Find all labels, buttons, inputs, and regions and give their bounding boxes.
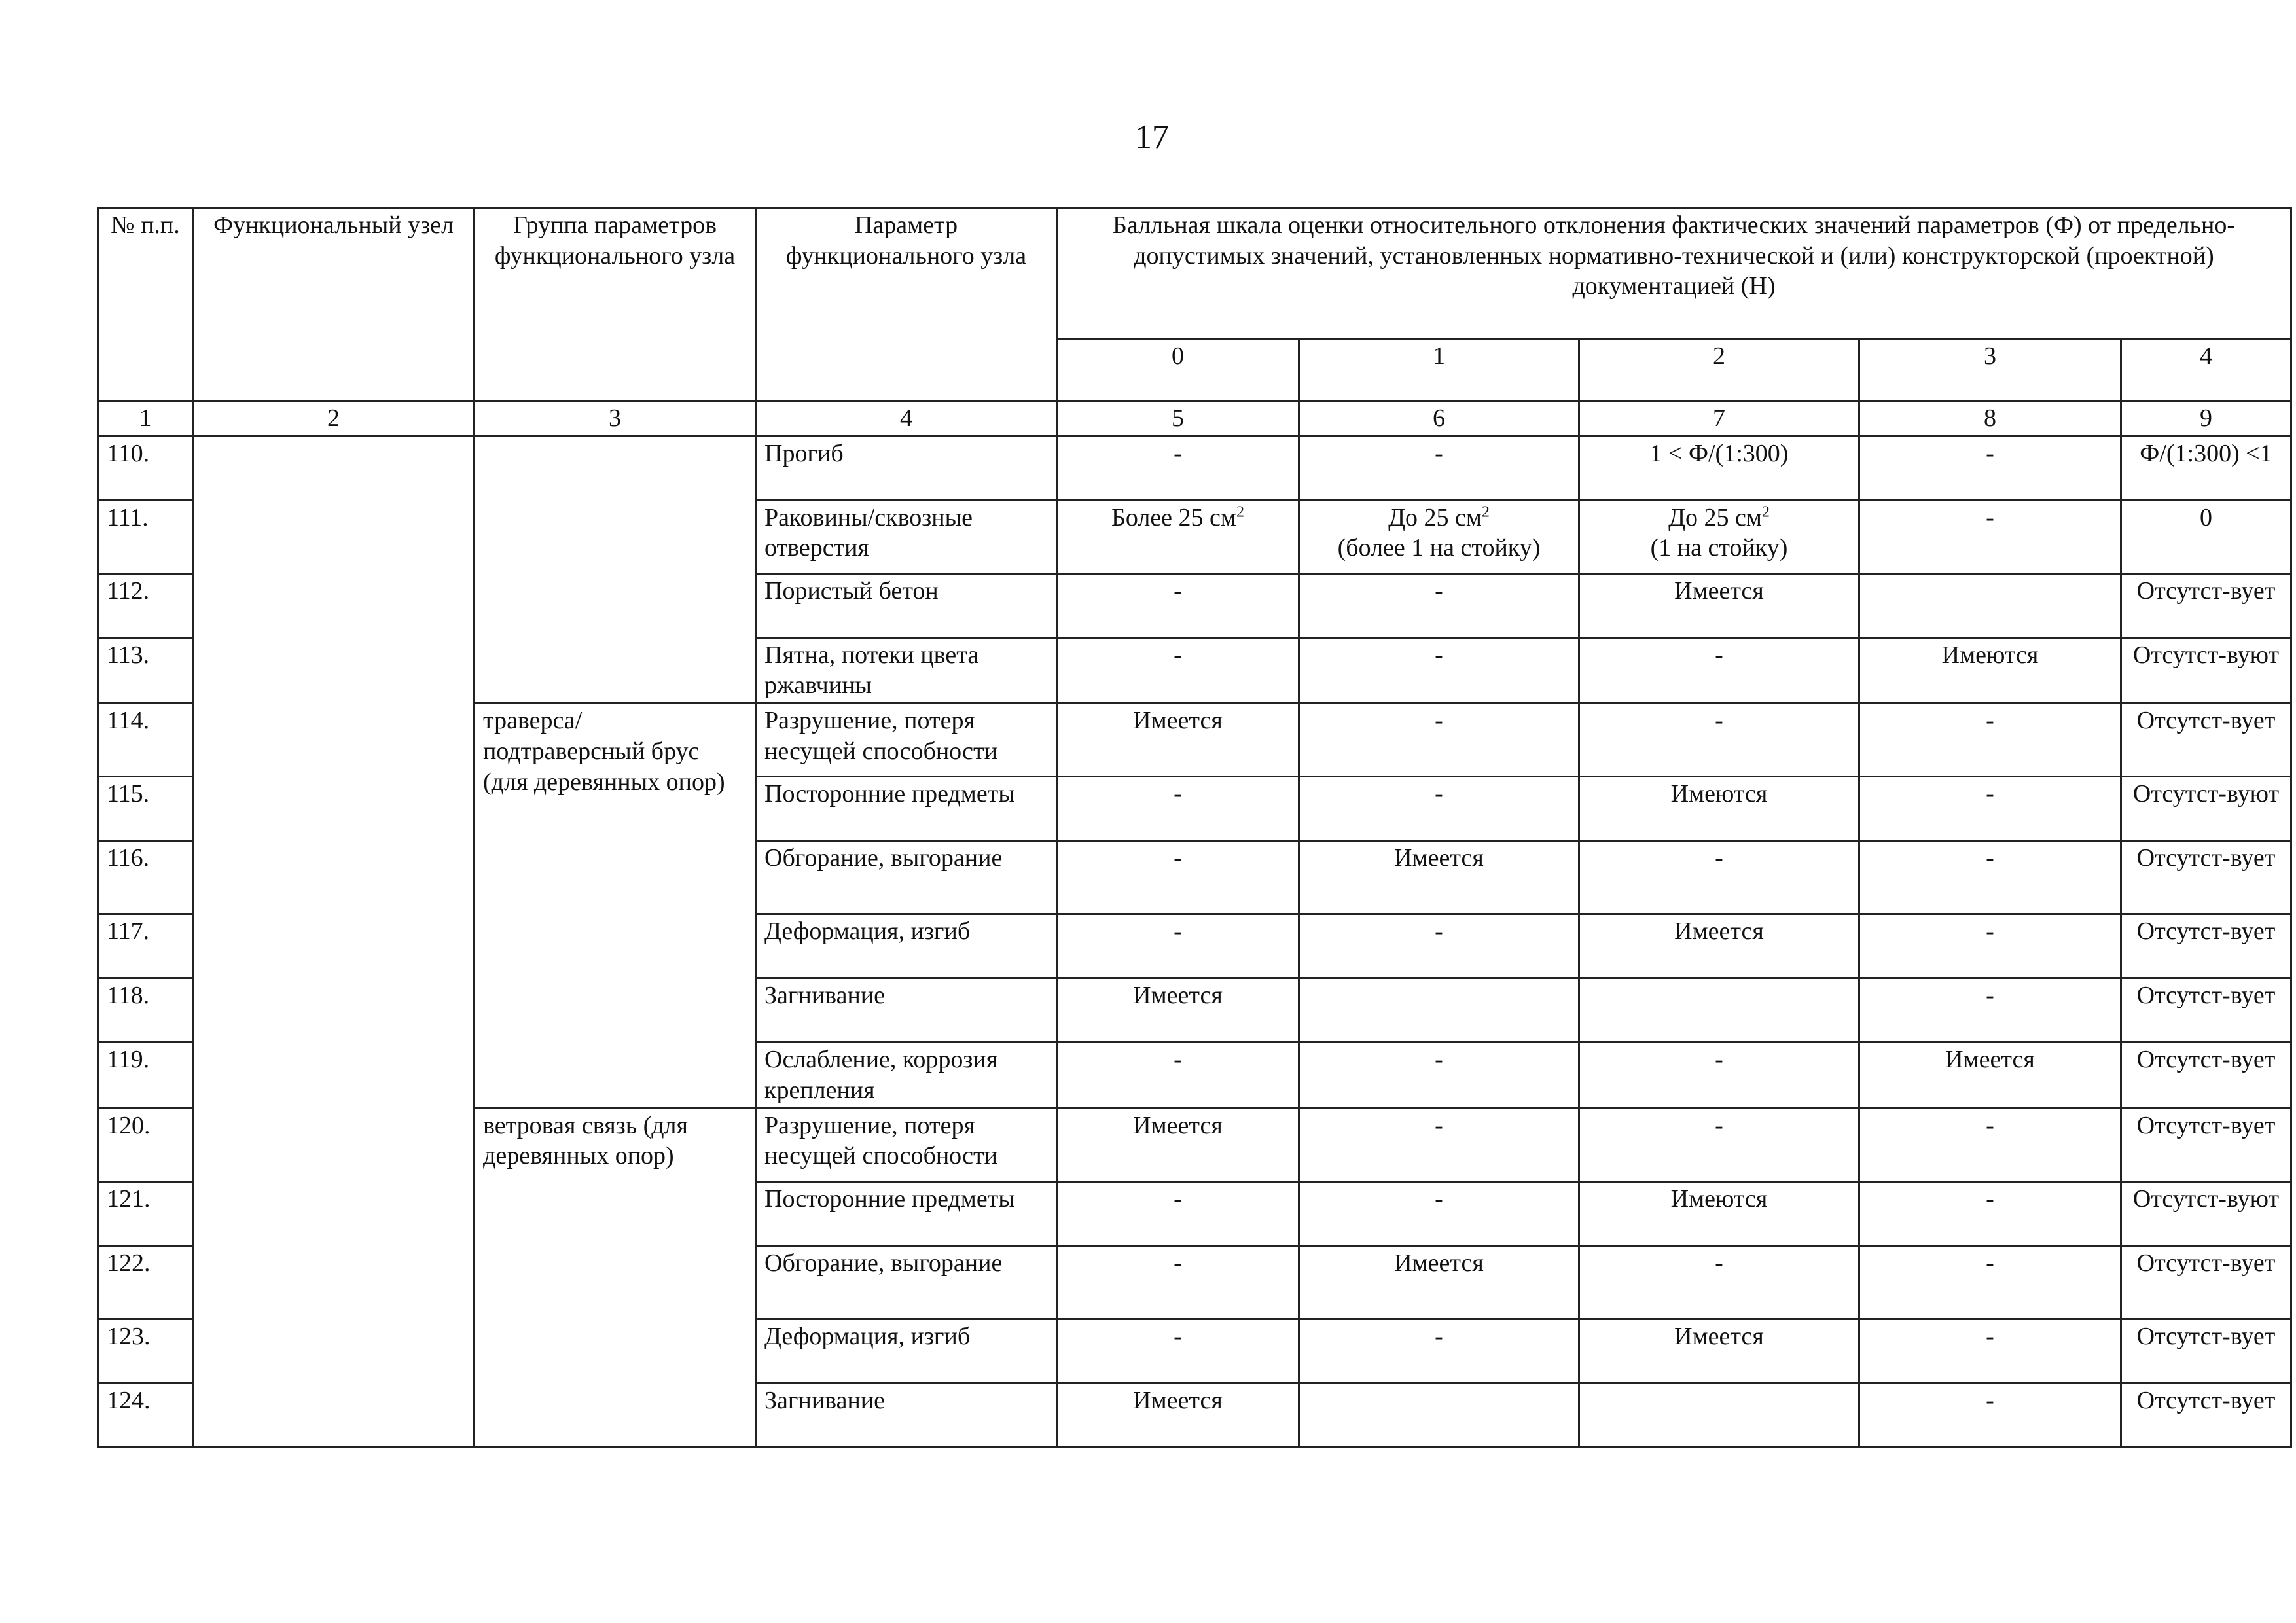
row-number: 122.: [98, 1245, 193, 1319]
column-number: 5: [1057, 401, 1299, 437]
score-2-cell: -: [1579, 704, 1859, 777]
row-number: 114.: [98, 704, 193, 777]
row-number: 115.: [98, 777, 193, 841]
score-1-cell: Имеется: [1299, 1245, 1579, 1319]
score-0-cell: -: [1057, 1181, 1299, 1245]
column-number: 7: [1579, 401, 1859, 437]
score-2-cell: -: [1579, 1245, 1859, 1319]
parameter-name: Посторонние предметы: [756, 1181, 1057, 1245]
score-4-cell: Отсутст-вует: [2121, 1383, 2291, 1447]
score-0-cell: -: [1057, 573, 1299, 637]
parameter-group-traverse: траверса/ подтраверсный брус (для деревянных опор): [475, 704, 756, 1108]
parameter-name: Загнивание: [756, 978, 1057, 1043]
score-text: До 25 см: [1388, 503, 1482, 531]
score-4-cell: Отсутст-вует: [2121, 841, 2291, 914]
score-2-cell: Имеются: [1579, 1181, 1859, 1245]
score-0-cell: Имеется: [1057, 1108, 1299, 1181]
row-number: 118.: [98, 978, 193, 1043]
row-number: 121.: [98, 1181, 193, 1245]
row-number: 123.: [98, 1319, 193, 1383]
score-0-cell: -: [1057, 1319, 1299, 1383]
score-1-cell: -: [1299, 573, 1579, 637]
score-2-cell: Имеется: [1579, 1319, 1859, 1383]
score-2-cell: [1579, 500, 1859, 573]
score-2-cell: -: [1579, 841, 1859, 914]
score-1-cell: -: [1299, 704, 1579, 777]
score-2-cell: [1579, 978, 1859, 1043]
parameter-name: Загнивание: [756, 1383, 1057, 1447]
row-number: 113.: [98, 637, 193, 703]
score-1-cell: [1299, 1383, 1579, 1447]
score-4-cell: Отсутст-вует: [2121, 1245, 2291, 1319]
parameter-name: Деформация, изгиб: [756, 1319, 1057, 1383]
score-2-cell: [1579, 1383, 1859, 1447]
header-row: [98, 208, 2291, 339]
score-2-cell: Имеются: [1579, 777, 1859, 841]
score-4-cell: Отсутст-вует: [2121, 1319, 2291, 1383]
score-4-cell: Отсутст-вуют: [2121, 777, 2291, 841]
row-number: 120.: [98, 1108, 193, 1181]
header-score-scale: Балльная шкала оценки относительного отклонения фактических значений параметров (Ф) от предельно-допустимых значений, установленных нормативно-технической и (или) конструкторской (проектной) документацией (Н): [1057, 208, 2291, 339]
parameter-name: Разрушение, потеря несущей способности: [756, 704, 1057, 777]
score-2-cell: -: [1579, 1108, 1859, 1181]
score-1-cell: -: [1299, 1319, 1579, 1383]
header-score-2: 2: [1579, 339, 1859, 401]
score-0-cell: -: [1057, 841, 1299, 914]
score-4-cell: Отсутст-вует: [2121, 1108, 2291, 1181]
column-number: 9: [2121, 401, 2291, 437]
score-3-cell: Имеются: [1859, 637, 2121, 703]
row-number: 110.: [98, 436, 193, 500]
score-3-cell: -: [1859, 436, 2121, 500]
score-3-cell: [1859, 573, 2121, 637]
column-numbers-row: [98, 401, 2291, 437]
score-3-cell: -: [1859, 777, 2121, 841]
score-2-cell: -: [1579, 1043, 1859, 1108]
header-no: № п.п.: [98, 208, 193, 401]
score-3-cell: -: [1859, 841, 2121, 914]
superscript: 2: [1761, 503, 1770, 521]
score-3-cell: -: [1859, 1181, 2121, 1245]
score-0-cell: -: [1057, 777, 1299, 841]
row-number: 116.: [98, 841, 193, 914]
parameter-name: Обгорание, выгорание: [756, 1245, 1057, 1319]
parameter-group-cell: [475, 436, 756, 703]
header-parameter: Параметр функционального узла: [756, 208, 1057, 401]
score-0-cell: -: [1057, 637, 1299, 703]
column-number: 8: [1859, 401, 2121, 437]
parameter-name: Разрушение, потеря несущей способности: [756, 1108, 1057, 1181]
score-0-cell: Имеется: [1057, 1383, 1299, 1447]
score-1-cell: Имеется: [1299, 841, 1579, 914]
score-4-cell: Отсутст-вует: [2121, 573, 2291, 637]
score-note: (более 1 на стойку): [1337, 534, 1541, 562]
score-1-cell: [1299, 978, 1579, 1043]
parameter-name: Обгорание, выгорание: [756, 841, 1057, 914]
score-3-cell: -: [1859, 1319, 2121, 1383]
score-4-cell: Отсутст-вуют: [2121, 637, 2291, 703]
score-3-cell: Имеется: [1859, 1043, 2121, 1108]
score-2-cell: 1 < Ф/(1:300): [1579, 436, 1859, 500]
assessment-table: [97, 207, 2292, 1448]
superscript: 2: [1481, 503, 1490, 521]
score-1-cell: -: [1299, 914, 1579, 978]
score-4-cell: Ф/(1:300) <1: [2121, 436, 2291, 500]
parameter-name: Деформация, изгиб: [756, 914, 1057, 978]
score-3-cell: -: [1859, 978, 2121, 1043]
header-score-4: 4: [2121, 339, 2291, 401]
column-number: 4: [756, 401, 1057, 437]
header-score-0: 0: [1057, 339, 1299, 401]
score-0-cell: [1057, 500, 1299, 573]
superscript: 2: [1236, 503, 1244, 521]
score-2-cell: -: [1579, 637, 1859, 703]
score-0-cell: -: [1057, 1245, 1299, 1319]
row-number: 111.: [98, 500, 193, 573]
parameter-name: Прогиб: [756, 436, 1057, 500]
score-2-cell: Имеется: [1579, 914, 1859, 978]
column-number: 2: [193, 401, 475, 437]
score-0-cell: -: [1057, 1043, 1299, 1108]
score-1-cell: -: [1299, 1181, 1579, 1245]
score-0-cell: -: [1057, 914, 1299, 978]
score-4-cell: Отсутст-вуют: [2121, 1181, 2291, 1245]
header-functional-unit: Функциональный узел: [193, 208, 475, 401]
score-2-cell: Имеется: [1579, 573, 1859, 637]
column-number: 6: [1299, 401, 1579, 437]
score-3-cell: -: [1859, 1383, 2121, 1447]
header-score-1: 1: [1299, 339, 1579, 401]
score-text: До 25 см: [1668, 503, 1762, 531]
score-3-cell: -: [1859, 704, 2121, 777]
header-score-3: 3: [1859, 339, 2121, 401]
table-row: [98, 436, 2291, 500]
score-0-cell: Имеется: [1057, 978, 1299, 1043]
column-number: 1: [98, 401, 193, 437]
score-4-cell: Отсутст-вует: [2121, 704, 2291, 777]
score-1-cell: -: [1299, 1108, 1579, 1181]
parameter-name: Ослабление, коррозия крепления: [756, 1043, 1057, 1108]
functional-unit-cell: [193, 436, 475, 1447]
score-1-cell: -: [1299, 1043, 1579, 1108]
parameter-name: Пористый бетон: [756, 573, 1057, 637]
parameter-name: Посторонние предметы: [756, 777, 1057, 841]
score-1-cell: -: [1299, 436, 1579, 500]
score-4-cell: Отсутст-вует: [2121, 914, 2291, 978]
score-0-cell: -: [1057, 436, 1299, 500]
score-1-cell: -: [1299, 637, 1579, 703]
score-3-cell: -: [1859, 914, 2121, 978]
row-number: 112.: [98, 573, 193, 637]
score-3-cell: -: [1859, 500, 2121, 573]
score-4-cell: 0: [2121, 500, 2291, 573]
page-number: 17: [1135, 118, 1169, 156]
parameter-name: Пятна, потеки цвета ржавчины: [756, 637, 1057, 703]
score-0-cell: Имеется: [1057, 704, 1299, 777]
score-3-cell: -: [1859, 1245, 2121, 1319]
score-text: Более 25 см: [1111, 503, 1236, 531]
score-1-cell: -: [1299, 777, 1579, 841]
parameter-group-wind-bracing: ветровая связь (для деревянных опор): [475, 1108, 756, 1447]
score-3-cell: -: [1859, 1108, 2121, 1181]
score-note: (1 на стойку): [1650, 534, 1788, 562]
score-4-cell: Отсутст-вует: [2121, 978, 2291, 1043]
header-parameter-group: Группа параметров функционального узла: [475, 208, 756, 401]
row-number: 119.: [98, 1043, 193, 1108]
row-number: 117.: [98, 914, 193, 978]
score-4-cell: Отсутст-вует: [2121, 1043, 2291, 1108]
score-1-cell: [1299, 500, 1579, 573]
parameter-name: Раковины/сквозные отверстия: [756, 500, 1057, 573]
row-number: 124.: [98, 1383, 193, 1447]
column-number: 3: [475, 401, 756, 437]
